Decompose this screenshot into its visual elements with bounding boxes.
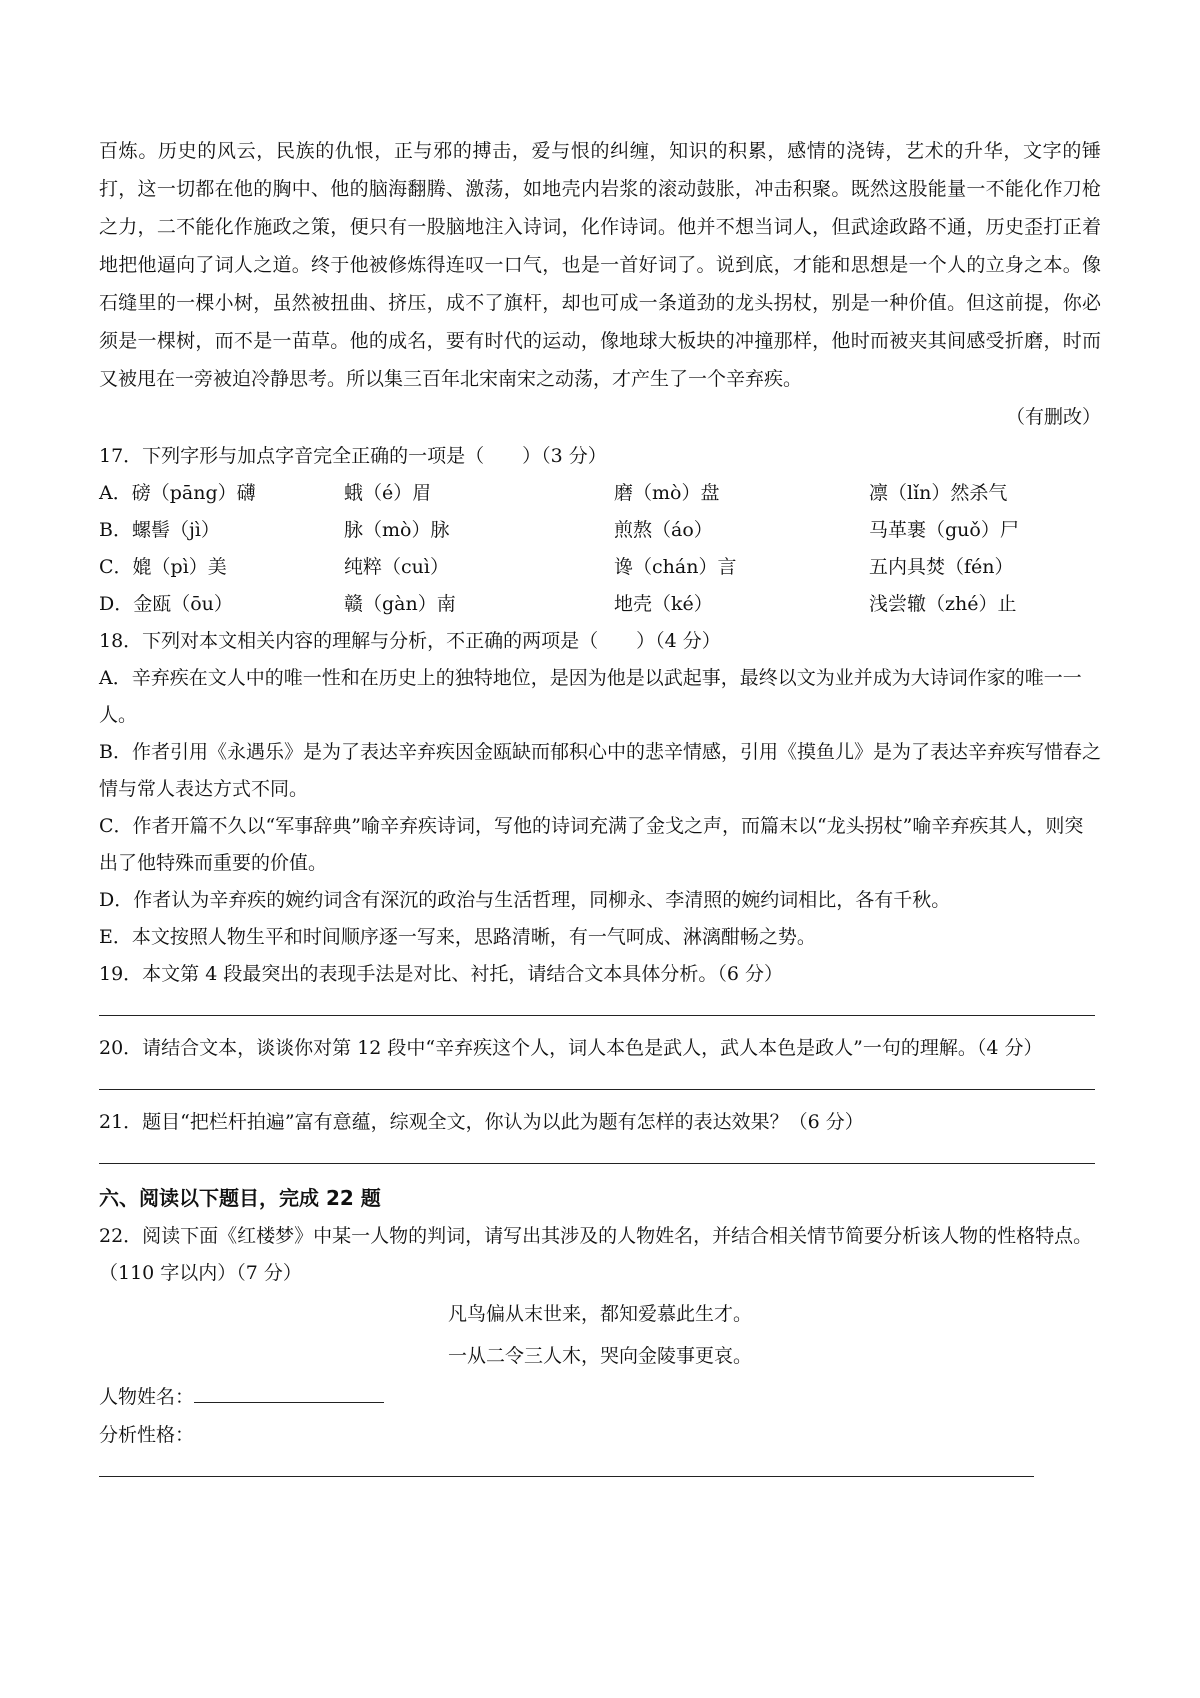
poem-line-2: 一从二令三人木，哭向金陵事更哀。 bbox=[447, 1345, 752, 1367]
option-b-1: B．螺髻（jì） bbox=[99, 519, 220, 541]
question-18-stem: 18．下列对本文相关内容的理解与分析，不正确的两项是（ ）（4 分） bbox=[99, 630, 721, 652]
analysis-label: 分析性格： bbox=[99, 1424, 195, 1446]
reading-passage bbox=[99, 132, 1101, 398]
option-c-4: 五内具焚（fén） bbox=[869, 556, 1014, 578]
option-b-3: 煎熬（áo） bbox=[614, 519, 713, 541]
option-row-a bbox=[99, 475, 1101, 512]
question-18-choice-d: D．作者认为辛弃疾的婉约词含有深沉的政治与生活哲理，同柳永、李清照的婉约词相比，各有千秋。 bbox=[99, 889, 951, 911]
question-19-stem: 19．本文第 4 段最突出的表现手法是对比、衬托，请结合文本具体分析。（6 分） bbox=[99, 963, 783, 985]
poem-line-1: 凡鸟偏从末世来，都知爱慕此生才。 bbox=[447, 1303, 752, 1325]
analysis-answer-line[interactable] bbox=[99, 1454, 1034, 1477]
option-c-3: 谗（chán）言 bbox=[614, 556, 737, 578]
option-row-c bbox=[99, 549, 1101, 586]
question-18-choice-e: E．本文按照人物生平和时间顺序逐一写来，思路清晰，有一气呵成、淋漓酣畅之势。 bbox=[99, 926, 816, 948]
question-18-choice-a: A．辛弃疾在文人中的唯一性和在历史上的独特地位，是因为他是以武起事，最终以文为业并成为大诗词作家的唯一一人。 bbox=[99, 667, 1082, 726]
question-17-stem: 17．下列字形与加点字音完全正确的一项是（ ）（3 分） bbox=[99, 445, 607, 467]
question-19-answer-line[interactable] bbox=[99, 993, 1095, 1016]
question-18-choice-c: C．作者开篇不久以“军事辞典”喻辛弃疾诗词，写他的诗词充满了金戈之声，而篇末以“龙头拐杖”喻辛弃疾其人，则突出了他特殊而重要的价值。 bbox=[99, 815, 1084, 874]
option-c-1: C．媲（pì）美 bbox=[99, 556, 227, 578]
option-row-b bbox=[99, 512, 1101, 549]
section-6-title: 六、阅读以下题目，完成 22 题 bbox=[99, 1186, 381, 1210]
question-21-stem: 21．题目“把栏杆拍遍”富有意蕴，综观全文，你认为以此为题有怎样的表达效果？（6 分） bbox=[99, 1111, 864, 1133]
source-note: （有删改） bbox=[1005, 406, 1101, 428]
option-a-1: A．磅（pāng）礴 bbox=[99, 482, 256, 504]
exam-page bbox=[99, 132, 1101, 1491]
question-18-choice-b: B．作者引用《永遇乐》是为了表达辛弃疾因金瓯缺而郁积心中的悲辛情感，引用《摸鱼儿》是为了表达辛弃疾写惜春之情与常人表达方式不同。 bbox=[99, 741, 1101, 800]
option-c-2: 纯粹（cuì） bbox=[344, 556, 449, 578]
question-21-answer-line[interactable] bbox=[99, 1141, 1095, 1164]
option-d-3: 地壳（ké） bbox=[614, 593, 713, 615]
option-d-1: D．金瓯（ōu） bbox=[99, 593, 233, 615]
question-20-stem: 20．请结合文本，谈谈你对第 12 段中“辛弃疾这个人，词人本色是武人，武人本色是政人”一句的理解。（4 分） bbox=[99, 1037, 1043, 1059]
option-a-4: 凛（lǐn）然杀气 bbox=[869, 482, 1008, 504]
character-name-blank[interactable] bbox=[194, 1384, 384, 1403]
option-row-d bbox=[99, 586, 1101, 623]
character-name-field bbox=[99, 1378, 1101, 1416]
passage-paragraph: 百炼。历史的风云，民族的仇恨，正与邪的搏击，爱与恨的纠缠，知识的积累，感情的浇铸，艺术的升华，文字的锤打，这一切都在他的胸中、他的脑海翻腾、激荡，如地壳内岩浆的滚动鼓胀，冲击积聚。既然这股能量一不能化作刀枪之力，二不能化作施政之策，便只有一股脑地注入诗词，化作诗词。他并不想当词人，但武途政路不通，历史歪打正着地把他逼向了词人之道。终于他被修炼得连叹一口气，也是一首好词了。说到底，才能和思想是一个人的立身之本。像石缝里的一棵小树，虽然被扭曲、挤压，成不了旗杆，却也可成一条道劲的龙头拐杖，别是一种价值。但这前提，你必须是一棵树，而不是一苗草。他的成名，要有时代的运动，像地球大板块的冲撞那样，他时而被夹其间感受折磨，时而又被甩在一旁被迫冷静思考。所以集三百年北宋南宋之动荡，才产生了一个辛弃疾。 bbox=[99, 140, 1101, 390]
question-22-stem: 22．阅读下面《红楼梦》中某一人物的判词，请写出其涉及的人物姓名，并结合相关情节简要分析该人物的性格特点。（110 字以内）（7 分） bbox=[99, 1225, 1093, 1284]
option-d-2: 赣（gàn）南 bbox=[344, 593, 456, 615]
option-d-4: 浅尝辙（zhé）止 bbox=[869, 593, 1017, 615]
question-20-answer-line[interactable] bbox=[99, 1067, 1095, 1090]
character-name-label: 人物姓名： bbox=[99, 1386, 195, 1408]
question-17-options bbox=[99, 475, 1101, 623]
option-a-3: 磨（mò）盘 bbox=[614, 482, 720, 504]
option-a-2: 蛾（é）眉 bbox=[344, 482, 432, 504]
option-b-4: 马革裹（guǒ）尸 bbox=[869, 519, 1019, 541]
option-b-2: 脉（mò）脉 bbox=[344, 519, 450, 541]
